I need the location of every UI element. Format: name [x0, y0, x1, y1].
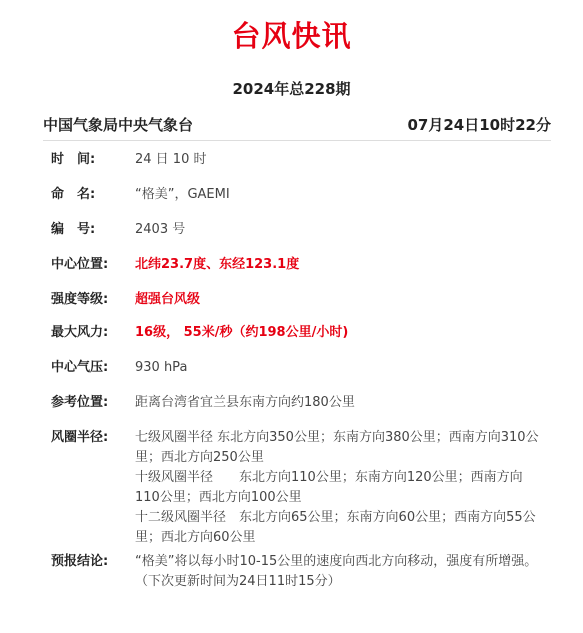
field-value: 距离台湾省宜兰县东南方向约180公里 [135, 395, 355, 410]
field-value: 16级， 55米/秒（约198公里/小时) [135, 325, 349, 340]
field-label: 风圈半径: [51, 430, 109, 445]
forecast-text-block [135, 552, 545, 592]
field-label: 预报结论: [51, 554, 109, 569]
field-value: 北纬23.7度、东经123.1度 [135, 257, 300, 272]
field-label: 命 名: [51, 187, 96, 202]
field-label: 参考位置: [51, 395, 109, 410]
field-value: 24 日 10 时 [135, 152, 207, 167]
field-value: “格美”，GAEMI [135, 187, 230, 202]
page-title: 台风快讯 [231, 19, 352, 53]
field-value: 超强台风级 [135, 292, 201, 307]
field-value: 2403 号 [135, 222, 186, 237]
agency-name: 中国气象局中央气象台 [43, 116, 194, 134]
field-value: 930 hPa [135, 360, 188, 375]
wind-radius-12: 十二级风圈半径 东北方向65公里；东南方向60公里；西南方向55公里；西北方向60公里 [135, 510, 536, 545]
field-label: 中心位置: [51, 257, 109, 272]
forecast-text: “格美”将以每小时10-15公里的速度向西北方向移动，强度有所增强。 [135, 554, 538, 569]
next-update-note: （下次更新时间为24日11时15分） [135, 574, 341, 589]
wind-radius-10: 十级风圈半径 东北方向110公里；东南方向120公里；西南方向110公里；西北方向100公里 [135, 470, 523, 505]
field-label: 中心气压: [51, 360, 109, 375]
issue-time: 07月24日10时22分 [407, 116, 551, 134]
issue-number: 2024年总228期 [232, 80, 351, 98]
field-label: 时 间: [51, 152, 96, 167]
wind-radius-7: 七级风圈半径 东北方向350公里；东南方向380公里；西南方向310公里；西北方向250公里 [135, 430, 539, 465]
field-label: 最大风力: [51, 325, 109, 340]
field-label: 强度等级: [51, 292, 109, 307]
wind-radius-list [135, 428, 545, 548]
header-divider [43, 140, 551, 141]
field-label: 编 号: [51, 222, 96, 237]
bulletin-header [43, 114, 551, 136]
